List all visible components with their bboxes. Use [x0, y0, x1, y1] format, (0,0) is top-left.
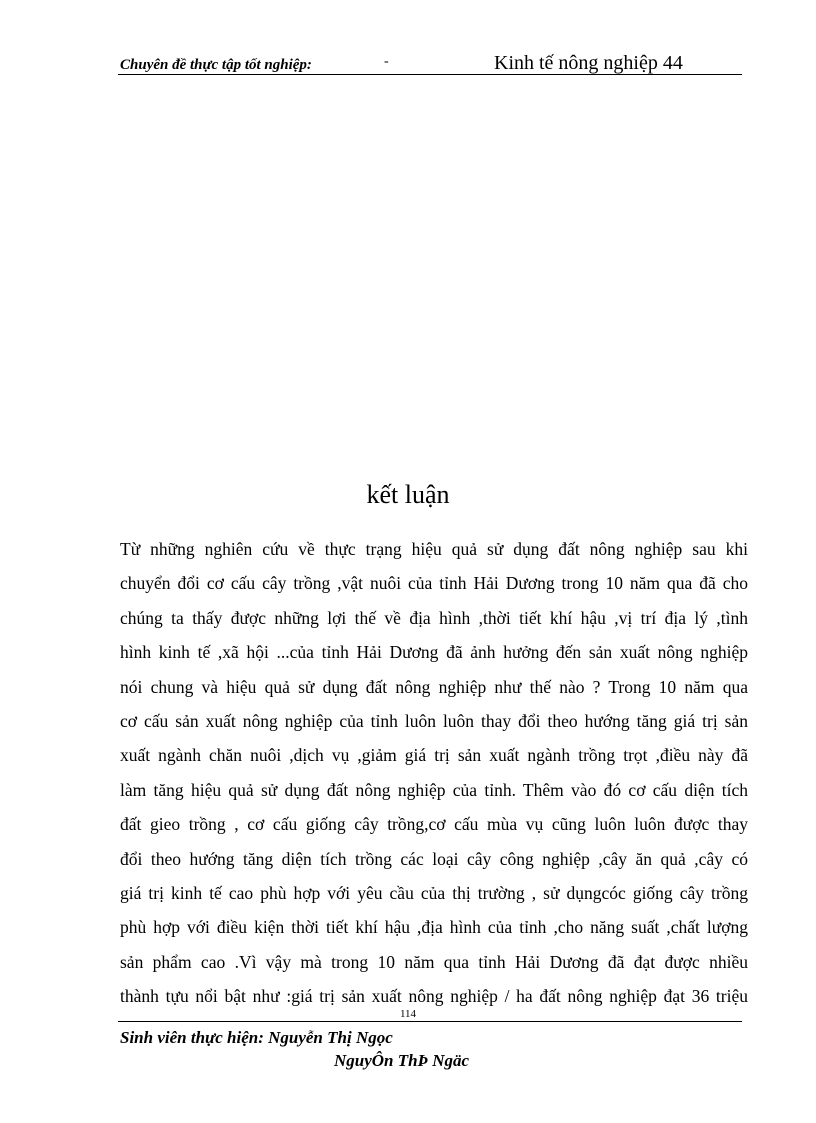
body-line: hình kinh tế ,xã hội ...của tỉnh Hải Dương đã ảnh hưởng đến sản xuất nông nghiệp [120, 642, 748, 663]
body-line: chúng ta thấy được những lợi thế về địa hình ,thời tiết khí hậu ,vị trí địa lý ,tình [120, 607, 748, 628]
body-line: cơ cấu sản xuất nông nghiệp của tỉnh luôn luôn thay đổi theo hướng tăng giá trị sản [120, 710, 748, 731]
section-title: kết luận [366, 480, 450, 509]
header-class-name: Kinh tế nông nghiệp 44 [494, 52, 683, 74]
page-header [118, 52, 742, 75]
body-line: chuyển đổi cơ cấu cây trồng ,vật nuôi của tỉnh Hải Dương trong 10 năm qua đã cho [120, 573, 748, 594]
body-line: phù hợp với điều kiện thời tiết khí hậu ,địa hình của tỉnh ,cho năng suất ,chất lượng [120, 917, 748, 938]
footer-author: Sinh viên thực hiện: Nguyễn Thị Ngọc [120, 1028, 393, 1047]
header-document-type: Chuyên đề thực tập tốt nghiệp: [120, 57, 312, 73]
body-line: đổi theo hướng tăng diện tích trồng các loại cây công nghiệp ,cây ăn quả ,cây có [120, 848, 748, 869]
body-line: đất gieo trồng , cơ cấu giống cây trồng,cơ cấu mùa vụ cũng luôn luôn được thay [120, 814, 748, 835]
body-line: làm tăng hiệu quả sử dụng đất nông nghiệp của tỉnh. Thêm vào đó cơ cấu diện tích [120, 779, 748, 800]
body-paragraph [120, 532, 748, 1013]
body-line: Từ những nghiên cứu về thực trạng hiệu quả sử dụng đất nông nghiệp sau khi [120, 539, 748, 559]
body-line: sản phẩm cao .Vì vậy mà trong 10 năm qua tỉnh Hải Dương đã đạt được nhiều [120, 951, 748, 972]
body-line: nói chung và hiệu quả sử dụng đất nông nghiệp như thế nào ? Trong 10 năm qua [120, 676, 748, 697]
body-line: giá trị kinh tế cao phù hợp với yêu cầu của thị trường , sử dụngcóc giống cây trồng [120, 882, 748, 903]
header-dash-mark: - [384, 54, 389, 69]
body-line: xuất ngành chăn nuôi ,dịch vụ ,giảm giá trị sản xuất ngành trồng trọt ,điều này đã [120, 745, 748, 766]
footer-divider [118, 1021, 742, 1022]
page-number: 114 [399, 1008, 417, 1020]
footer-author-garbled: NguyÔn ThÞ Ngäc [334, 1051, 470, 1070]
body-line: thành tựu nổi bật như :giá trị sản xuất nông nghiệp / ha đất nông nghiệp đạt 36 triệu [120, 986, 748, 1007]
